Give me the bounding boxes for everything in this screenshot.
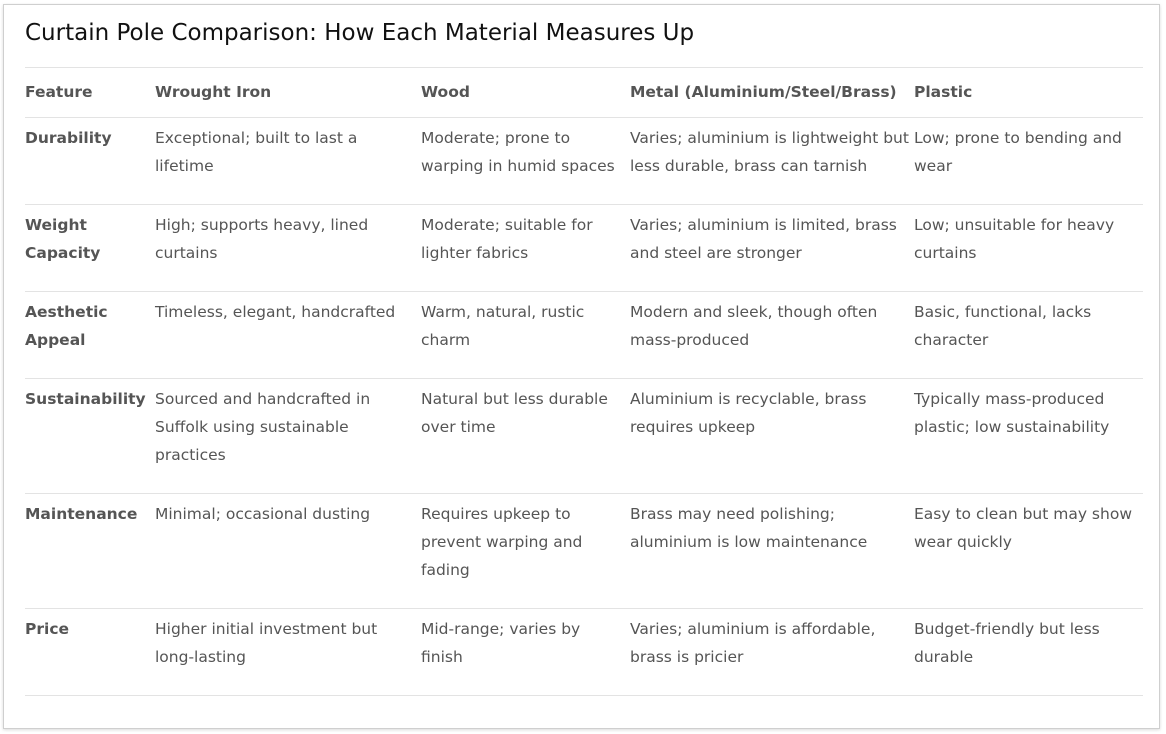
table-cell: Minimal; occasional dusting [155, 494, 421, 609]
table-cell: Moderate; prone to warping in humid spaces [421, 118, 630, 205]
column-header-plastic: Plastic [914, 68, 1143, 118]
table-cell: Modern and sleek, though often mass-produced [630, 292, 914, 379]
column-header-metal: Metal (Aluminium/Steel/Brass) [630, 68, 914, 118]
page-title: Curtain Pole Comparison: How Each Material Measures Up [25, 20, 695, 46]
row-label-maintenance: Maintenance [25, 494, 155, 609]
table-cell: Varies; aluminium is lightweight but less durable, brass can tarnish [630, 118, 914, 205]
table-cell: Sourced and handcrafted in Suffolk using sustainable practices [155, 379, 421, 494]
table-row [25, 494, 1143, 609]
column-header-wood: Wood [421, 68, 630, 118]
table-cell: Basic, functional, lacks character [914, 292, 1143, 379]
table-cell: Requires upkeep to prevent warping and fading [421, 494, 630, 609]
table-cell: Exceptional; built to last a lifetime [155, 118, 421, 205]
table-row [25, 379, 1143, 494]
table-row [25, 205, 1143, 292]
table-cell: Typically mass-produced plastic; low sustainability [914, 379, 1143, 494]
table-cell: Higher initial investment but long-lasting [155, 609, 421, 696]
table-cell: Moderate; suitable for lighter fabrics [421, 205, 630, 292]
row-label-aesthetic-appeal: Aesthetic Appeal [25, 292, 155, 379]
table-cell: High; supports heavy, lined curtains [155, 205, 421, 292]
table-cell: Easy to clean but may show wear quickly [914, 494, 1143, 609]
row-label-durability: Durability [25, 118, 155, 205]
comparison-table [25, 67, 1143, 696]
table-cell: Low; prone to bending and wear [914, 118, 1143, 205]
column-header-feature: Feature [25, 68, 155, 118]
table-cell: Timeless, elegant, handcrafted [155, 292, 421, 379]
row-label-weight-capacity: Weight Capacity [25, 205, 155, 292]
table-row [25, 609, 1143, 696]
table-cell: Varies; aluminium is limited, brass and steel are stronger [630, 205, 914, 292]
table-cell: Natural but less durable over time [421, 379, 630, 494]
table-cell: Varies; aluminium is affordable, brass is pricier [630, 609, 914, 696]
row-label-sustainability: Sustainability [25, 379, 155, 494]
column-header-wrought-iron: Wrought Iron [155, 68, 421, 118]
table-cell: Budget-friendly but less durable [914, 609, 1143, 696]
table-cell: Mid-range; varies by finish [421, 609, 630, 696]
table-row [25, 292, 1143, 379]
comparison-card [3, 4, 1160, 729]
table-header-row [25, 68, 1143, 118]
table-cell: Brass may need polishing; aluminium is low maintenance [630, 494, 914, 609]
table-cell: Warm, natural, rustic charm [421, 292, 630, 379]
row-label-price: Price [25, 609, 155, 696]
table-cell: Low; unsuitable for heavy curtains [914, 205, 1143, 292]
table-row [25, 118, 1143, 205]
table-cell: Aluminium is recyclable, brass requires upkeep [630, 379, 914, 494]
